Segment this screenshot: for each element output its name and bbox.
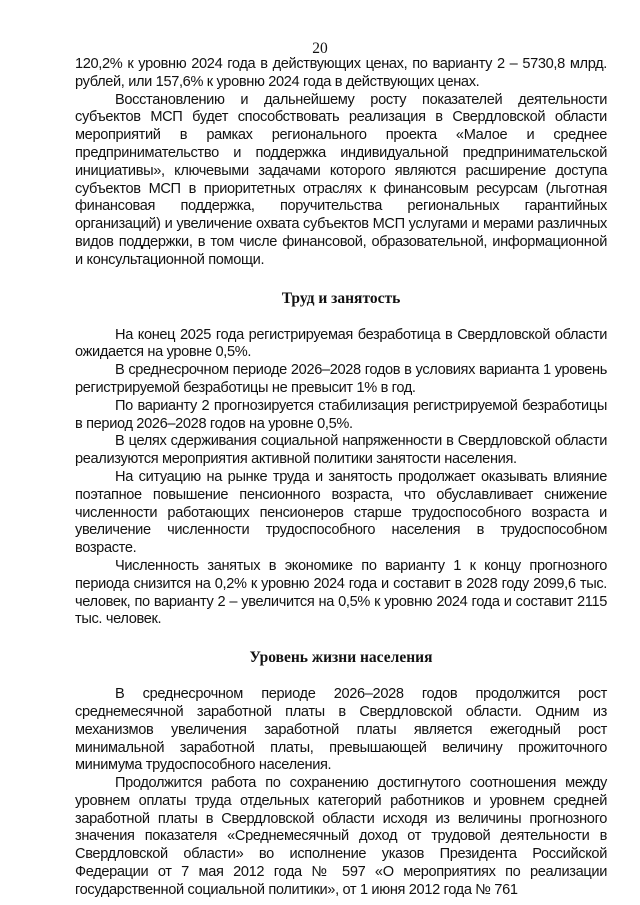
section-heading-living-standards: Уровень жизни населения [249,649,433,667]
spacer [75,667,607,686]
spacer [75,308,607,327]
section-heading-labor: Труд и занятость [281,289,401,307]
paragraph-wage-growth: В среднесрочном периоде 2026–2028 годов продолжится рост среднемесячной заработной платы в Свердловской области. Одним из механизмов увеличения заработной платы является ежегодный рост минимальной заработной платы, превышающей величину прожиточного минимума трудоспособного населения. [75,686,607,774]
paragraph-employment-policy: В целях сдерживания социальной напряженности в Свердловской области реализуются мероприятия активной политики занятости населения. [75,433,607,468]
paragraph-wage-ratio: Продолжится работа по сохранению достигнутого соотношения между уровнем оплаты труда отдельных категорий работников и уровнем средней заработной платы в Свердловской области исходя из величины прогнозного значения показателя «Среднемесячный доход от трудовой деятельности в Свердловской области» во исполнение указов Президента Российской Федерации от 7 мая 2012 года № 597 «О мероприятиях по реализации государственной социальной политики», от 1 июня 2012 года № 761 [75,775,607,898]
paragraph-unemployment-2025: На конец 2025 года регистрируемая безработица в Свердловской области ожидается на уровне 0,5%. [75,326,607,361]
spacer [75,270,607,290]
paragraph-pension-age: На ситуацию на рынке труда и занятость продолжает оказывать влияние поэтапное повышение пенсионного возраста, что обуславливает снижение численности работающих пенсионеров старше трудоспособного возраста и увеличение численности трудоспособного населения в трудоспособном возрасте. [75,468,607,557]
page-number: 20 [312,40,328,57]
paragraph-msp-support: Восстановлению и дальнейшему росту показателей деятельности субъектов МСП будет способствовать реализация в Свердловской области мероприятий в рамках регионального проекта «Малое и среднее предпринимательство и поддержка индивидуальной предпринимательской инициативы», ключевыми задачами которого являются расширение доступа субъектов МСП в приоритетных отраслях к финансовым ресурсам (льготная финансовая поддержка, поручительства региональных гарантийных организаций) и увеличение охвата субъектов МСП услугами и мерами различных видов поддержки, в том числе финансовой, образовательной, информационной и консультационной помощи. [75,91,607,268]
paragraph-unemployment-variant1: В среднесрочном периоде 2026–2028 годов в условиях варианта 1 уровень регистрируемой безработицы не превысит 1% в год. [75,362,607,396]
document-body [75,56,607,900]
paragraph-employed-count: Численность занятых в экономике по варианту 1 к концу прогнозного периода снизится на 0,2% к уровню 2024 года и составит в 2028 году 2099,6 тыс. человек, по варианту 2 – увеличится на 0,5% к уровню 2024 года и составит 2115 тыс. человек. [75,557,607,628]
paragraph-continuation: 120,2% к уровню 2024 года в действующих ценах, по варианту 2 – 5730,8 млрд. рублей, или 157,6% к уровню 2024 года в действующих ценах. [75,56,607,90]
spacer [75,629,607,649]
paragraph-unemployment-variant2: По варианту 2 прогнозируется стабилизация регистрируемой безработицы в период 2026–2028 годов на уровне 0,5%. [75,397,607,432]
